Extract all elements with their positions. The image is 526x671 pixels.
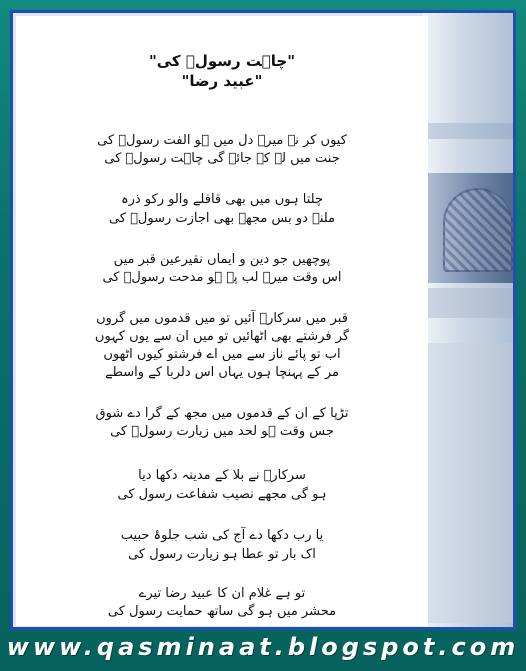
- verse-line: اب تو پائے ناز سے میں اے فرشتو کیوں اٹھوں: [103, 347, 341, 362]
- content-border: [10, 10, 516, 630]
- verse-line: محشر میں ہو گی ساتھ حمایت رسول کی: [107, 604, 337, 619]
- verse-line: قبر میں سرکارؐ آئیں تو میں قدموں میں گروں: [96, 311, 348, 326]
- poem-page: [16, 16, 428, 626]
- verse-line: کیوں کر نہ میرے دل میں ہو الفت رسولؐ کی: [97, 133, 347, 148]
- verse-line: مر کے پہنچا ہوں یہاں اس دلربا کے واسطے: [105, 365, 339, 380]
- poet-name: "عبید رضا": [181, 72, 263, 90]
- verse-line: جس وقت ہو لحد میں زیارت رسولؐ کی: [110, 424, 334, 439]
- verse-line: پوچھیں جو دین و ایماں نقیرعین قبر میں: [113, 252, 331, 267]
- poem-title: "چاہت رسولؐ کی": [148, 52, 296, 70]
- verse-line: ملنے دو بس مجھے بھی اجازت رسولؐ کی: [108, 211, 336, 226]
- verse-line: ہو گی مجھے نصیب شفاعت رسول کی: [117, 487, 327, 502]
- verse-line: تو ہے غلام ان کا عبید رضا تیرے: [138, 586, 306, 601]
- verse-line: تڑپا کے ان کے قدموں میں مجھ کے گرا دے شوق: [95, 406, 349, 421]
- verse-line: جنت میں لے کے جائے گی چاہت رسولؐ کی: [104, 151, 340, 166]
- decoration-band: [423, 288, 516, 318]
- verse-line: یا رب دکھا دے آج کی شب جلوۂ حبیب: [120, 528, 324, 543]
- decoration-band: [423, 123, 516, 139]
- decoration-band: [423, 343, 516, 623]
- verse-line: چلتا ہوں میں بھی قافلے والو رکو ذرہ: [120, 192, 323, 207]
- verse-line: اس وقت میرے لب پہ ہو مدحت رسولؐ کی: [102, 270, 342, 285]
- calligraphy-panel-decoration: [443, 188, 513, 272]
- verse-line: گر فرشتے بھی اٹھائیں تو میں ان سے یوں کہوں: [94, 329, 350, 344]
- verse-line: سرکارؐ نے بلا کے مدینہ دکھا دیا: [138, 468, 306, 483]
- blog-url-footer[interactable]: www.qasminaat.blogspot.com: [6, 633, 520, 661]
- verse-line: اک بار تو عطا ہو زیارت رسول کی: [128, 547, 316, 562]
